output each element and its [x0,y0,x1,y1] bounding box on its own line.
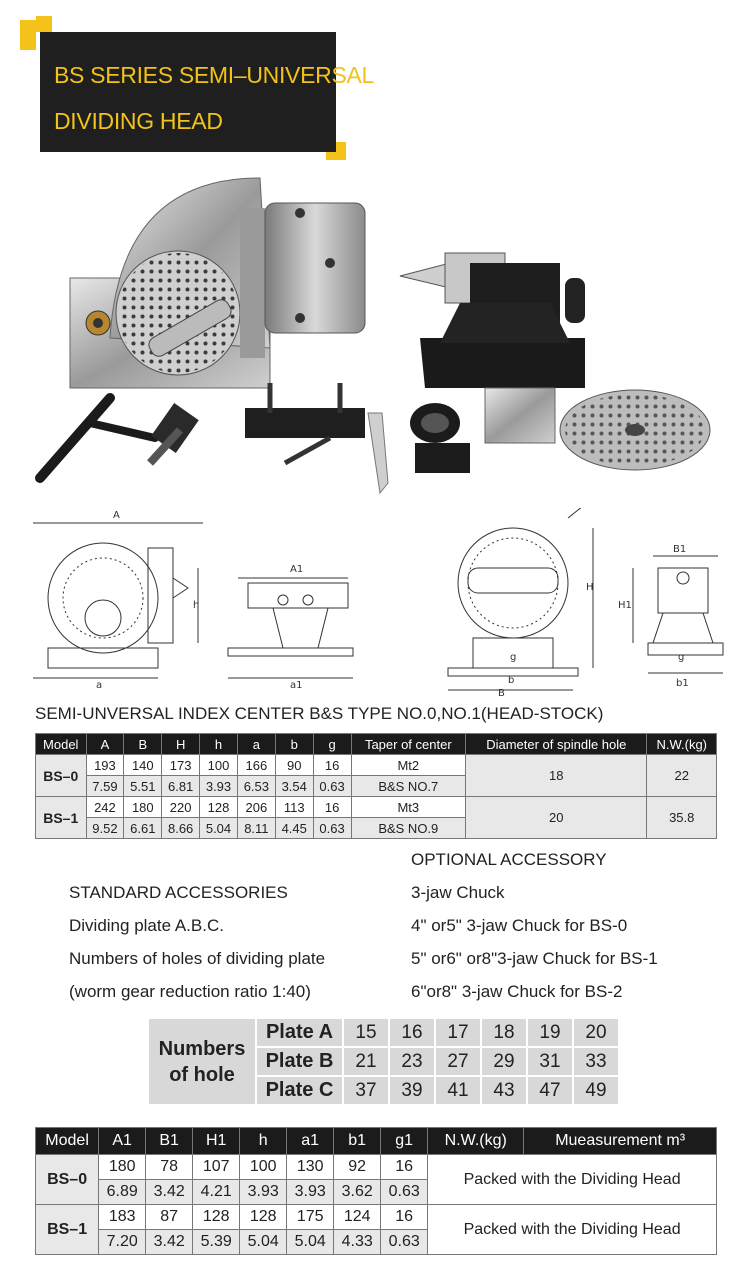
drawing-labels [96,510,689,698]
banner-accent-square [36,16,52,32]
col-header: A1 [99,1128,146,1155]
col-header: b [275,734,313,755]
svg-text:g: g [678,652,685,663]
optional-title: OPTIONAL ACCESSORY [411,850,607,869]
optional-item: 3-jaw Chuck [411,883,505,902]
table-row [148,1018,619,1047]
table-cell: 173 [162,755,200,776]
table-cell: 5.04 [287,1230,334,1255]
standard-item: (worm gear reduction ratio 1:40) [69,982,311,1001]
table-cell: 16 [381,1155,428,1180]
optional-item: 5" or6" or8"3-jaw Chuck for BS-1 [411,949,658,968]
col-header: B [124,734,162,755]
table-cell: 0.63 [313,818,351,839]
col-header: N.W.(kg) [428,1128,524,1155]
svg-text:H1: H1 [618,600,632,611]
table-cell: 193 [86,755,124,776]
table-cell: 20 [573,1018,619,1047]
svg-text:b1: b1 [676,678,689,689]
table-cell: 128 [240,1205,287,1230]
table-cell: 7.59 [86,776,124,797]
packed-cell: Packed with the Dividing Head [428,1205,717,1255]
table-cell: 3.93 [240,1180,287,1205]
plate-name: Plate B [256,1047,343,1076]
standard-title: STANDARD ACCESSORIES [69,883,288,902]
packed-cell: Packed with the Dividing Head [428,1155,717,1205]
table-cell: 5.04 [240,1230,287,1255]
table-cell: B&S NO.7 [351,776,466,797]
table-cell: 20 [466,797,647,839]
table-cell: 16 [381,1205,428,1230]
table-cell: 180 [99,1155,146,1180]
table-cell: 17 [435,1018,481,1047]
table-cell: 4.33 [334,1230,381,1255]
model-cell: BS–1 [36,797,87,839]
col-header: a [237,734,275,755]
banner-accent-square [20,20,36,50]
table-cell: 5.39 [193,1230,240,1255]
plate-name: Plate A [256,1018,343,1047]
table-cell: Mt2 [351,755,466,776]
table-cell: 3.54 [275,776,313,797]
table-cell: 107 [193,1155,240,1180]
table-cell: 21 [343,1047,389,1076]
table-cell: 124 [334,1205,381,1230]
svg-text:g: g [510,652,517,663]
banner-title-line2: DIVIDING HEAD [54,108,223,134]
table-cell: 100 [200,755,238,776]
table-cell: 4.45 [275,818,313,839]
table-cell: 3.42 [146,1230,193,1255]
plate-name: Plate C [256,1076,343,1105]
svg-text:H: H [586,582,594,593]
optional-item: 4" or5" 3-jaw Chuck for BS-0 [411,916,628,935]
table-cell: 27 [435,1047,481,1076]
model-cell: BS–0 [36,755,87,797]
table-cell: 6.53 [237,776,275,797]
table-cell: 128 [193,1205,240,1230]
standard-item: Numbers of holes of dividing plate [69,949,326,968]
table-cell: 5.51 [124,776,162,797]
table-cell: 128 [200,797,238,818]
table-cell: 180 [124,797,162,818]
table-cell: 130 [287,1155,334,1180]
table-cell: 29 [481,1047,527,1076]
table-cell: B&S NO.9 [351,818,466,839]
svg-text:a1: a1 [290,680,303,691]
product-photo [30,168,720,498]
table-row [36,797,717,818]
col-header: Taper of center [351,734,466,755]
plate-holes-table [147,1017,620,1106]
col-header: B1 [146,1128,193,1155]
table-cell: 43 [481,1076,527,1105]
table-cell: 15 [343,1018,389,1047]
col-header: H1 [193,1128,240,1155]
col-header: Mueasurement m³ [524,1128,717,1155]
table-cell: 47 [527,1076,573,1105]
headstock-spec-table [35,733,717,839]
table-cell: 4.21 [193,1180,240,1205]
table-cell: 3.93 [287,1180,334,1205]
table-cell: 39 [389,1076,435,1105]
accessories [40,383,710,493]
col-header: A [86,734,124,755]
table-cell: 3.62 [334,1180,381,1205]
table-cell: 175 [287,1205,334,1230]
table-cell: 16 [313,797,351,818]
table-header-row [36,734,717,755]
table-cell: 90 [275,755,313,776]
holes-label [148,1018,256,1105]
section-title: SEMI-UNVERSAL INDEX CENTER B&S TYPE NO.0,NO.1(HEAD-STOCK) [35,704,604,723]
model-cell: BS–0 [36,1155,99,1205]
table-cell: 100 [240,1155,287,1180]
table-row [36,1205,717,1230]
table-cell: 8.66 [162,818,200,839]
table-cell: 22 [647,755,717,797]
table-cell: 92 [334,1155,381,1180]
table-cell: Mt3 [351,797,466,818]
col-header: g [313,734,351,755]
col-header: g1 [381,1128,428,1155]
col-header: h [240,1128,287,1155]
table-cell: 31 [527,1047,573,1076]
table-cell: 3.42 [146,1180,193,1205]
drawing-end-view [448,508,593,690]
table-cell: 87 [146,1205,193,1230]
table-row [36,755,717,776]
table-cell: 6.61 [124,818,162,839]
svg-text:B1: B1 [673,544,687,555]
table-cell: 19 [527,1018,573,1047]
table-cell: 33 [573,1047,619,1076]
svg-text:B: B [498,688,505,698]
col-header: H [162,734,200,755]
table-cell: 6.81 [162,776,200,797]
col-header: a1 [287,1128,334,1155]
table-cell: 0.63 [313,776,351,797]
table-cell: 113 [275,797,313,818]
title-banner [40,32,375,152]
table-cell: 23 [389,1047,435,1076]
dividing-head [70,178,365,388]
table-cell: 7.20 [99,1230,146,1255]
table-cell: 49 [573,1076,619,1105]
table-cell: 41 [435,1076,481,1105]
banner-title-line1: BS SERIES SEMI–UNIVERSAL [54,62,375,88]
standard-item: Dividing plate A.B.C. [69,916,224,935]
table-cell: 206 [237,797,275,818]
table-cell: 35.8 [647,797,717,839]
tailstock [400,253,585,388]
table-cell: 18 [466,755,647,797]
table-cell: 140 [124,755,162,776]
svg-text:A: A [113,510,120,521]
tailstock-spec-table [35,1127,717,1255]
table-cell: 8.11 [237,818,275,839]
svg-text:h: h [193,600,200,611]
table-cell: 183 [99,1205,146,1230]
table-cell: 16 [313,755,351,776]
optional-item: 6"or8" 3-jaw Chuck for BS-2 [411,982,623,1001]
svg-text:A1: A1 [290,564,304,575]
table-cell: 6.89 [99,1180,146,1205]
table-cell: 242 [86,797,124,818]
col-header: Model [36,1128,99,1155]
model-cell: BS–1 [36,1205,99,1255]
col-header: N.W.(kg) [647,734,717,755]
table-cell: 3.93 [200,776,238,797]
table-cell: 0.63 [381,1230,428,1255]
col-header: h [200,734,238,755]
col-header: Diameter of spindle hole [466,734,647,755]
technical-drawings [28,508,728,698]
table-row [36,1155,717,1180]
col-header: Model [36,734,87,755]
table-cell: 18 [481,1018,527,1047]
table-cell: 37 [343,1076,389,1105]
table-cell: 9.52 [86,818,124,839]
drawing-side-view [228,578,353,678]
table-cell: 166 [237,755,275,776]
table-cell: 220 [162,797,200,818]
table-cell: 78 [146,1155,193,1180]
svg-text:a: a [96,680,103,691]
col-header: b1 [334,1128,381,1155]
drawing-front-view [33,523,203,678]
table-cell: 0.63 [381,1180,428,1205]
table-header-row [36,1128,717,1155]
svg-text:b: b [508,675,515,686]
holes-label-line2: of hole [169,1063,235,1086]
table-cell: 16 [389,1018,435,1047]
table-cell: 5.04 [200,818,238,839]
holes-label-line1: Numbers [158,1037,246,1060]
